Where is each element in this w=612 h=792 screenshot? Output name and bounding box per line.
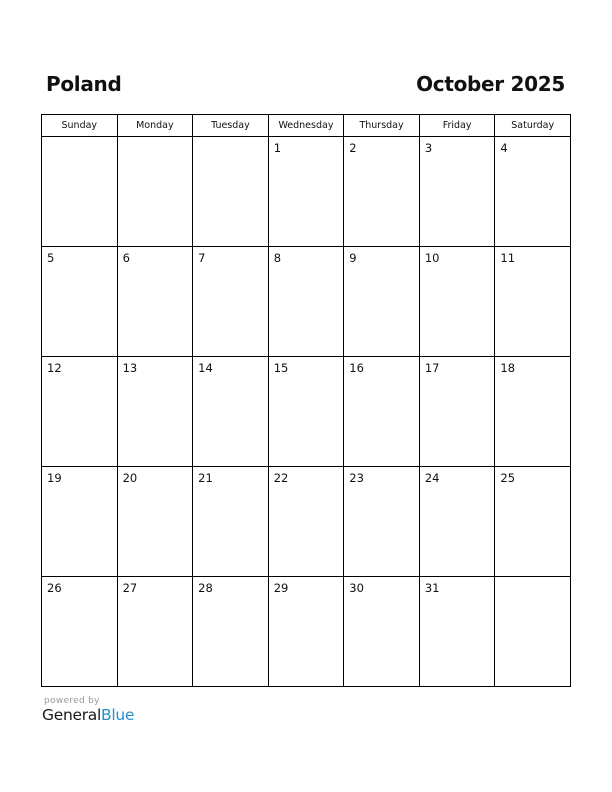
- week-row-2: [42, 247, 571, 357]
- weekday-wednesday: Wednesday: [268, 115, 344, 137]
- week-row-1: [42, 137, 571, 247]
- weekday-saturday: Saturday: [495, 115, 571, 137]
- day-number: 4: [500, 141, 508, 155]
- day-number: 31: [424, 581, 440, 595]
- day-cell: [117, 467, 193, 577]
- month-title: October 2025: [416, 72, 565, 96]
- day-cell: [268, 137, 344, 247]
- day-number: 20: [122, 471, 138, 485]
- day-number: 28: [198, 581, 213, 595]
- weekday-friday: Friday: [419, 115, 495, 137]
- day-number: 15: [273, 361, 289, 375]
- day-number: 10: [424, 251, 440, 265]
- day-number: 9: [349, 251, 357, 265]
- day-cell: [495, 137, 571, 247]
- powered-by-text: powered by: [44, 696, 100, 706]
- day-cell: [42, 247, 118, 357]
- day-number: 29: [273, 581, 289, 595]
- day-number: 3: [424, 141, 433, 155]
- day-number: 22: [273, 471, 289, 485]
- weekday-tuesday: Tuesday: [193, 115, 269, 137]
- day-cell: [268, 247, 344, 357]
- day-cell: [419, 137, 495, 247]
- day-cell: [419, 357, 495, 467]
- day-cell: [344, 577, 420, 687]
- day-cell: [344, 357, 420, 467]
- country-title: Poland: [46, 72, 122, 96]
- day-cell: [193, 357, 269, 467]
- day-number: 18: [500, 361, 516, 375]
- day-cell: [117, 357, 193, 467]
- day-cell: [419, 577, 495, 687]
- brand-name-blue: Blue: [100, 706, 135, 724]
- day-cell: [268, 577, 344, 687]
- day-number: 27: [122, 581, 138, 595]
- week-row-4: [42, 467, 571, 577]
- day-cell: [495, 577, 571, 687]
- day-cell: [268, 357, 344, 467]
- day-cell: [42, 137, 118, 247]
- day-number: [118, 137, 193, 141]
- day-number: 5: [47, 251, 55, 265]
- day-cell: [193, 577, 269, 687]
- day-cell: [344, 247, 420, 357]
- day-cell: [495, 357, 571, 467]
- day-cell: [193, 137, 269, 247]
- day-number: 1: [273, 141, 282, 155]
- day-number: 7: [198, 251, 206, 265]
- day-cell: [193, 467, 269, 577]
- day-number: 14: [198, 361, 213, 375]
- day-cell: [268, 467, 344, 577]
- day-number: 23: [349, 471, 364, 485]
- day-number: 30: [349, 581, 364, 595]
- day-cell: [495, 247, 571, 357]
- weekday-monday: Monday: [117, 115, 193, 137]
- day-number: 17: [424, 361, 440, 375]
- week-row-5: [42, 577, 571, 687]
- day-number: 16: [349, 361, 364, 375]
- day-cell: [117, 137, 193, 247]
- day-number: 6: [122, 251, 130, 265]
- day-cell: [117, 577, 193, 687]
- day-cell: [42, 467, 118, 577]
- day-number: 2: [349, 141, 357, 155]
- day-cell: [42, 357, 118, 467]
- day-number: 11: [500, 251, 516, 265]
- day-cell: [117, 247, 193, 357]
- day-number: [42, 137, 117, 141]
- day-cell: [193, 247, 269, 357]
- weekday-header-row: [42, 115, 571, 137]
- day-number: 21: [198, 471, 213, 485]
- day-cell: [495, 467, 571, 577]
- brand-logo[interactable]: [42, 706, 134, 724]
- day-number: 12: [47, 361, 62, 375]
- brand-name-general: General: [42, 706, 101, 724]
- day-cell: [419, 247, 495, 357]
- week-row-3: [42, 357, 571, 467]
- day-number: 19: [47, 471, 62, 485]
- day-number: 25: [500, 471, 516, 485]
- day-cell: [42, 577, 118, 687]
- footer-branding: [42, 696, 134, 724]
- day-number: 8: [273, 251, 282, 265]
- calendar-grid: [41, 114, 571, 687]
- weekday-thursday: Thursday: [344, 115, 420, 137]
- day-number: [193, 137, 268, 141]
- day-number: 24: [424, 471, 440, 485]
- day-number: 26: [47, 581, 62, 595]
- weekday-sunday: Sunday: [42, 115, 118, 137]
- day-number: [495, 577, 570, 581]
- day-cell: [344, 467, 420, 577]
- day-number: 13: [122, 361, 138, 375]
- calendar-header: [46, 70, 565, 98]
- day-cell: [344, 137, 420, 247]
- day-cell: [419, 467, 495, 577]
